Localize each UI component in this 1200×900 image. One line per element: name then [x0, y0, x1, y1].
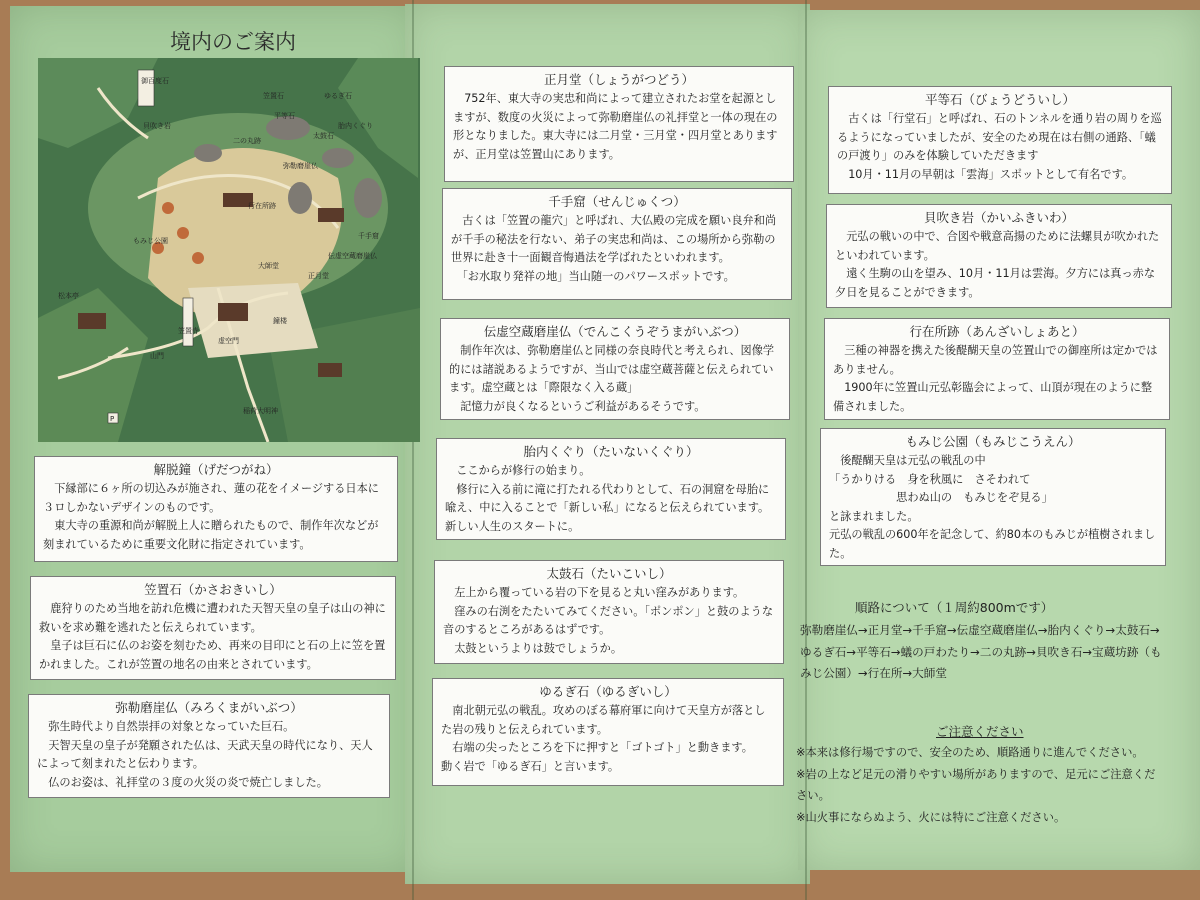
map-label-konomaru: 二の丸跡 — [233, 137, 261, 145]
info-box-heading: もみじ公園（もみじこうえん） — [905, 434, 1081, 449]
info-box-body: 弥生時代より自然崇拝の対象となっていた巨石。 天智天皇の皇子が発願された仏は、天武天皇の時代になり、天人によって刻まれたと伝わります。 仏のお姿は、礼拝堂の３度の火災の炎で焼亡しました。 — [37, 720, 373, 789]
info-box-heading: 解脱鐘（げだつがね） — [153, 462, 279, 477]
map-label-shoryodo: 正月堂 — [308, 272, 329, 280]
info-box-heading: 平等石（びょうどういし） — [924, 92, 1075, 107]
route-description: 弥勒磨崖仏→正月堂→千手窟→伝虚空蔵磨崖仏→胎内くぐり→太鼓石→ゆるぎ石→平等石→蟻の戸わたり→二の丸跡→貝吹き石→宝蔵坊跡（もみじ公園）→行在所→大師堂 — [800, 623, 1162, 680]
map-label-daishido: 大師堂 — [258, 262, 279, 270]
info-box-senjukutsu — [442, 188, 792, 300]
temple-grounds-map — [38, 58, 420, 442]
info-box-kokuzo — [440, 318, 790, 420]
caution-notes: ※本来は修行場ですので、安全のため、順路通りに進んでください。 ※岩の上など足元の滑りやすい場所がありますので、足元にご注意ください。 ※山火事にならぬよう、火には特にご注意ください。 — [796, 746, 1156, 824]
map-label-parking: P — [110, 415, 115, 423]
info-box-body: 鹿狩りのため当地を訪れ危機に遭われた天智天皇の皇子は山の神に救いを求め難を逃れたと伝えられています。 皇子は巨石に仏のお姿を刻むため、再来の目印にと石の上に笠を置かれました。これが笠置の地名の由来とされています。 — [39, 602, 386, 671]
info-box-body: ここからが修行の始まり。 修行に入る前に滝に打たれる代わりとして、石の洞窟を母胎に喩え、中に入ることで「新しい私」になると伝えられています。新しい人生のスタートに。 — [445, 464, 770, 533]
map-label-tainai: 胎内くぐり — [338, 122, 373, 130]
map-label-ohyakudo: 御百度石 — [141, 77, 169, 85]
info-box-kaifukiiwa — [826, 204, 1172, 308]
map-label-taikoishi: 太鼓石 — [313, 132, 334, 140]
info-box-body: 南北朝元弘の戦乱。攻めのぼる幕府軍に向けて天皇方が落とした岩の残りと伝えられています。 右端の尖ったところを下に押すと「ゴトゴト」と動きます。 動く岩で「ゆるぎ石」と言います。 — [441, 704, 766, 773]
info-box-heading: 伝虚空蔵磨崖仏（でんこくうぞうまがいぶつ） — [483, 324, 747, 339]
info-box-body: 後醍醐天皇は元弘の戦乱の中 「うかりける 身を秋風に さそわれて 思わぬ山の もみじをぞ見る」 と詠まれました。 元弘の戦乱の600年を記念して、約80本のもみじが植樹されました。 — [829, 454, 1156, 560]
info-box-heading: 笠置石（かさおきいし） — [144, 582, 282, 597]
info-box-body: 752年、東大寺の実忠和尚によって建立されたお堂を起源としますが、数度の火災によって弥勒磨崖仏の礼拝堂と一体の現在の形となりました。東大寺には二月堂・三月堂・四月堂とありますが、正月堂は笠置山にあります。 — [453, 92, 778, 161]
info-box-taikoishi — [434, 560, 784, 664]
info-box-body: 下縁部に６ヶ所の切込みが施され、蓮の花をイメージする日本に３ロしかないデザインのものです。 東大寺の重源和尚が解脱上人に贈られたもので、制作年次などが刻まれているために重要文化財に指定されています。 — [43, 482, 379, 551]
map-label-kaneshido: 鐘楼 — [273, 317, 287, 325]
map-label-inari: 稲荷大明神 — [243, 407, 278, 415]
info-box-anzaisho — [824, 318, 1170, 420]
info-box-kasaoki — [30, 576, 396, 680]
map-label-senju: 千手窟 — [358, 232, 379, 240]
map-label-matsumoto: 松本亭 — [58, 292, 79, 300]
info-box-byodoishi — [828, 86, 1172, 194]
info-box-body: 制作年次は、弥勒磨崖仏と同様の奈良時代と考えられ、図像学的には諸説あるようですが、当山では虚空蔵菩薩と伝えられています。虚空蔵とは「際限なく入る蔵」 記憶力が良くなるというご利益があるそうです。 — [449, 344, 775, 413]
info-box-gedatsugane — [34, 456, 398, 562]
map-label-hiraishi: 平等石 — [274, 112, 295, 120]
info-box-heading: 太鼓石（たいこいし） — [546, 566, 672, 581]
map-label-kaifukuiwa: 貝吹き岩 — [143, 122, 171, 130]
map-label-sanmon: 山門 — [150, 352, 164, 360]
info-box-heading: ゆるぎ石（ゆるぎいし） — [539, 684, 677, 699]
map-label-momiji: もみじ公園 — [133, 237, 168, 245]
info-box-body: 左上から覆っている岩の下を見ると丸い窪みがあります。 窪みの右渕をたたいてみてください。「ポンポン」と鼓のような音のするところがあるはずです。 太鼓というよりは鼓でしょうか。 — [443, 586, 774, 655]
info-box-body: 古くは「行堂石」と呼ばれ、石のトンネルを通り岩の周りを巡るようになっていましたが、安全のため現在は右側の通路、「蟻の戸渡り」のみを体験していただきます 10月・11月の早朝は「雲海」スポットとして有名です。 — [837, 112, 1162, 181]
info-box-tainai — [436, 438, 786, 540]
info-box-body: 古くは「笠置の龍穴」と呼ばれ、大仏殿の完成を願い良弁和尚が千手の秘法を行ない、弟子の実忠和尚は、この場所から弥勒の世界に赴き十一面観音悔過法を学ばれたといわれます。 「お水取り発祥の地」当山随一のパワースポットです。 — [451, 214, 777, 283]
map-label-yurugiishi: ゆるぎ石 — [324, 92, 352, 100]
page-title: 境内のご案内 — [170, 30, 296, 54]
map-label-miroku: 弥勒磨崖仏 — [283, 162, 318, 170]
info-box-yurugiishi — [432, 678, 784, 786]
map-label-kasaishi: 笠置石 — [263, 92, 284, 100]
info-box-body: 元弘の戦いの中で、合図や戦意高揚のために法螺貝が吹かれたといわれています。 遠く生駒の山を望み、10月・11月は雲海。夕方には真っ赤な夕日を見ることができます。 — [835, 230, 1160, 299]
route-title: 順路について（１周約800mです） — [855, 600, 1054, 615]
info-box-body: 三種の神器を携えた後醍醐天皇の笠置山での御座所は定かではありません。 1900年に笠置山元弘彰臨会によって、山頂が現在のように整備されました。 — [833, 344, 1158, 413]
info-box-heading: 行在所跡（あんざいしょあと） — [909, 324, 1085, 339]
info-box-heading: 正月堂（しょうがつどう） — [543, 72, 694, 87]
info-box-momiji — [820, 428, 1166, 566]
info-box-shogatsudo — [444, 66, 794, 182]
map-label-mukou: 虚空門 — [218, 337, 239, 345]
map-label-anzaisho: 行在所跡 — [248, 202, 276, 210]
map-label-kasagidera: 笠置寺 — [178, 327, 199, 335]
info-box-heading: 胎内くぐり（たいないくぐり） — [523, 444, 699, 459]
info-box-heading: 千手窟（せんじゅくつ） — [548, 194, 686, 209]
info-box-heading: 弥勒磨崖仏（みろくまがいぶつ） — [115, 700, 303, 715]
info-box-heading: 貝吹き岩（かいふきいわ） — [923, 210, 1074, 225]
caution-title: ご注意ください — [936, 724, 1024, 739]
info-box-miroku — [28, 694, 390, 798]
map-label-kokuzo: 伝虚空蔵磨崖仏 — [328, 252, 377, 260]
